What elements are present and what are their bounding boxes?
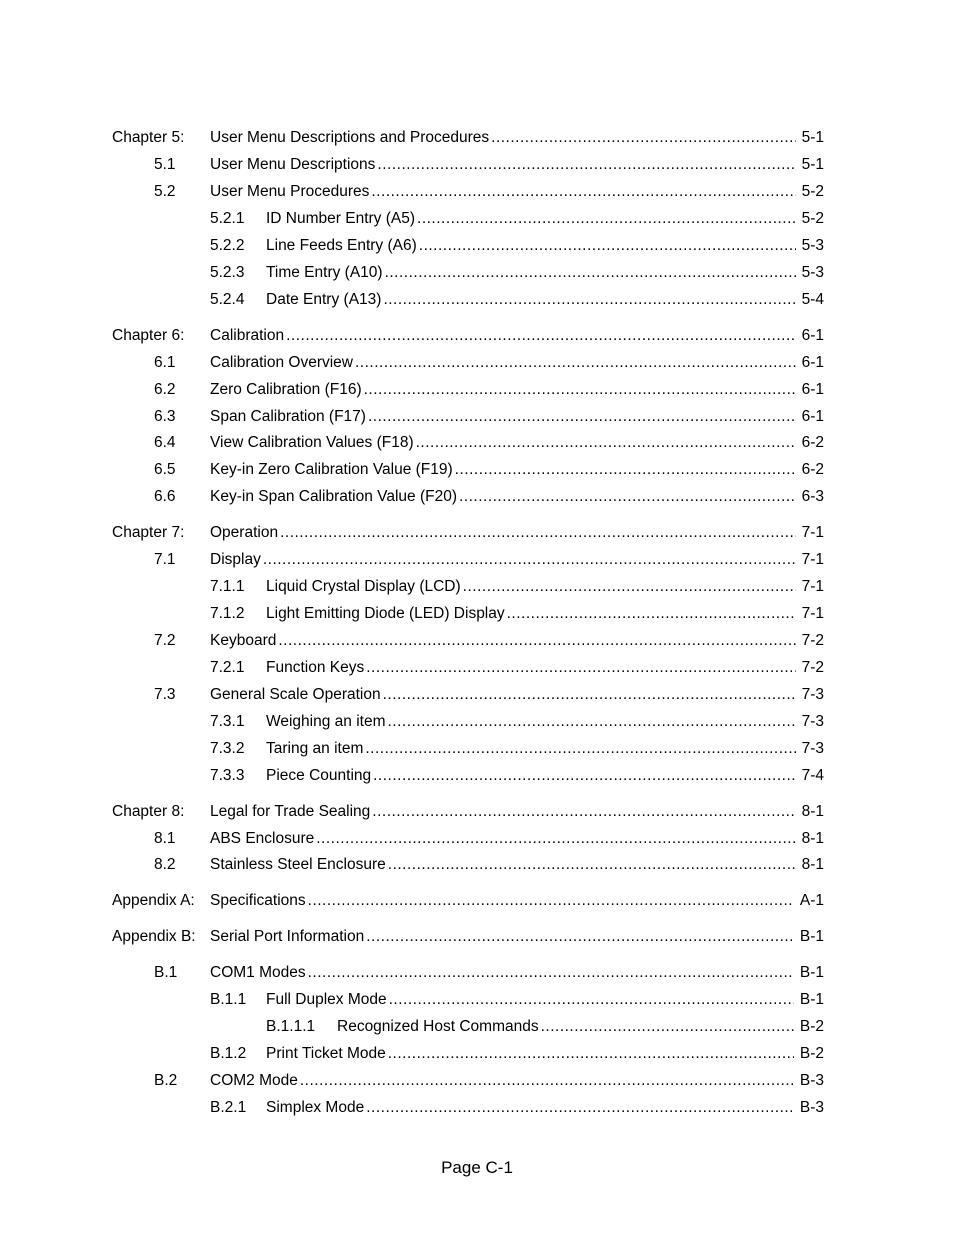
dot-leader <box>461 577 796 597</box>
toc-entry-page: 5-4 <box>801 291 824 308</box>
toc-entry-title: Function Keys <box>266 659 365 676</box>
toc-entry-page: 6-1 <box>801 354 824 371</box>
toc-entry-title: Simplex Mode <box>266 1099 365 1116</box>
dot-leader <box>276 631 795 651</box>
toc-entry-page: 7-3 <box>801 686 824 703</box>
toc-entry-number: B.2 <box>154 1072 178 1089</box>
toc-entry-page: B-3 <box>799 1099 824 1116</box>
toc-entry-title: Zero Calibration (F16) <box>210 381 362 398</box>
toc-entry[interactable] <box>210 182 824 202</box>
dot-leader <box>362 380 796 400</box>
toc-entry-title: Stainless Steel Enclosure <box>210 856 386 873</box>
toc-entry[interactable] <box>210 685 824 705</box>
dot-leader <box>364 658 795 678</box>
toc-entry-number: Appendix B: <box>112 928 196 945</box>
toc-entry-number: 6.6 <box>154 488 176 505</box>
toc-entry-number: 5.2 <box>154 183 176 200</box>
toc-entry-number: 5.1 <box>154 156 176 173</box>
toc-entry-page: B-1 <box>799 928 824 945</box>
dot-leader <box>489 128 795 148</box>
toc-entry[interactable] <box>210 460 824 480</box>
toc-entry-title: General Scale Operation <box>210 686 381 703</box>
toc-entry-title: Weighing an item <box>266 713 386 730</box>
toc-entry-title: Operation <box>210 524 279 541</box>
dot-leader <box>371 766 795 786</box>
toc-entry[interactable] <box>210 128 824 148</box>
toc-entry-page: 5-3 <box>801 237 824 254</box>
dot-leader <box>363 739 795 759</box>
toc-entry-number: 6.3 <box>154 408 176 425</box>
toc-entry[interactable] <box>210 433 824 453</box>
toc-entry-number: Chapter 6: <box>112 327 185 344</box>
dot-leader <box>314 829 795 849</box>
dot-leader <box>457 487 796 507</box>
toc-entry[interactable] <box>210 155 824 175</box>
toc-entry[interactable] <box>266 236 824 256</box>
dot-leader <box>353 353 796 373</box>
toc-entry-number: 5.2.4 <box>210 291 245 308</box>
dot-leader <box>415 209 796 229</box>
toc-entry[interactable] <box>210 802 824 822</box>
toc-entry-page: 8-1 <box>801 856 824 873</box>
toc-entry-number: B.1.1.1 <box>266 1018 316 1035</box>
dot-leader <box>381 290 795 310</box>
toc-entry-page: 7-1 <box>801 605 824 622</box>
toc-entry-title: Taring an item <box>266 740 364 757</box>
toc-entry-number: 7.3.1 <box>210 713 245 730</box>
dot-leader <box>364 1098 794 1118</box>
toc-entry-number: 7.1.2 <box>210 605 245 622</box>
toc-entry-title: Recognized Host Commands <box>337 1018 539 1035</box>
dot-leader <box>298 1071 794 1091</box>
toc-entry[interactable] <box>266 209 824 229</box>
toc-entry-page: B-3 <box>799 1072 824 1089</box>
toc-entry-number: Chapter 8: <box>112 803 185 820</box>
toc-entry[interactable] <box>210 927 824 947</box>
toc-entry[interactable] <box>266 263 824 283</box>
toc-entry-title: Calibration <box>210 327 285 344</box>
toc-entry-title: Full Duplex Mode <box>266 991 387 1008</box>
toc-entry-page: B-2 <box>799 1045 824 1062</box>
toc-entry-page: 5-3 <box>801 264 824 281</box>
toc-entry-title: Calibration Overview <box>210 354 353 371</box>
toc-entry-number: 7.3 <box>154 686 176 703</box>
toc-entry-page: 6-2 <box>801 461 824 478</box>
toc-entry[interactable] <box>210 523 824 543</box>
dot-leader <box>453 460 796 480</box>
dot-leader <box>417 236 796 256</box>
dot-leader <box>414 433 796 453</box>
toc-entry[interactable] <box>210 407 824 427</box>
toc-entry-number: 5.2.2 <box>210 237 245 254</box>
toc-entry-number: B.1 <box>154 964 178 981</box>
toc-entry-page: B-1 <box>799 964 824 981</box>
toc-entry-number: Chapter 5: <box>112 129 185 146</box>
toc-entry-page: 6-1 <box>801 408 824 425</box>
dot-leader <box>261 550 796 570</box>
toc-entry-title: Display <box>210 551 261 568</box>
toc-entry-number: 8.1 <box>154 830 176 847</box>
toc-entry-number: 6.2 <box>154 381 176 398</box>
toc-entry[interactable] <box>210 891 824 911</box>
toc-entry-page: 6-1 <box>801 381 824 398</box>
toc-entry-number: B.1.1 <box>210 991 247 1008</box>
toc-entry-number: 6.5 <box>154 461 176 478</box>
toc-entry-title: Liquid Crystal Display (LCD) <box>266 578 461 595</box>
dot-leader <box>385 712 795 732</box>
toc-entry-title: Serial Port Information <box>210 928 365 945</box>
toc-entry-page: 7-2 <box>801 659 824 676</box>
toc-entry-number: 6.1 <box>154 354 176 371</box>
toc-entry-page: A-1 <box>799 892 824 909</box>
toc-entry[interactable] <box>210 550 824 570</box>
dot-leader <box>366 407 796 427</box>
dot-leader <box>386 855 796 875</box>
toc-entry-page: B-1 <box>799 991 824 1008</box>
toc-entry[interactable] <box>266 1098 824 1118</box>
toc-entry[interactable] <box>210 353 824 373</box>
dot-leader <box>364 927 794 947</box>
toc-entry-title: Key-in Zero Calibration Value (F19) <box>210 461 453 478</box>
toc-entry-number: 5.2.3 <box>210 264 245 281</box>
toc-entry-title: Time Entry (A10) <box>266 264 383 281</box>
toc-entry-title: Print Ticket Mode <box>266 1045 386 1062</box>
dot-leader <box>369 182 795 202</box>
dot-leader <box>370 802 795 822</box>
toc-entry[interactable] <box>266 1044 824 1064</box>
toc-entry-title: View Calibration Values (F18) <box>210 434 414 451</box>
toc-entry-page: 5-2 <box>801 183 824 200</box>
toc-entry-page: 6-2 <box>801 434 824 451</box>
toc-entry-page: 5-2 <box>801 210 824 227</box>
toc-entry-page: 5-1 <box>801 156 824 173</box>
toc-entry-number: 7.2.1 <box>210 659 245 676</box>
toc-entry-number: Appendix A: <box>112 892 195 909</box>
dot-leader <box>284 326 795 346</box>
toc-entry-title: COM1 Modes <box>210 964 306 981</box>
dot-leader <box>306 891 794 911</box>
toc-entry-title: Keyboard <box>210 632 277 649</box>
page-number: Page C-1 <box>441 1158 513 1177</box>
toc-entry[interactable] <box>266 766 824 786</box>
toc-entry-page: 7-2 <box>801 632 824 649</box>
toc-entry-title: Legal for Trade Sealing <box>210 803 371 820</box>
toc-entry-page: 8-1 <box>801 830 824 847</box>
toc-entry-number: 8.2 <box>154 856 176 873</box>
toc-entry[interactable] <box>266 712 824 732</box>
toc-entry-number: 7.1.1 <box>210 578 245 595</box>
toc-entry[interactable] <box>210 1071 824 1091</box>
toc-entry-number: 7.2 <box>154 632 176 649</box>
dot-leader <box>387 990 794 1010</box>
toc-entry[interactable] <box>210 487 824 507</box>
toc-entry-page: 7-1 <box>801 524 824 541</box>
toc-entry-title: Specifications <box>210 892 306 909</box>
toc-entry-page: 8-1 <box>801 803 824 820</box>
dot-leader <box>306 963 794 983</box>
toc-entry-page: B-2 <box>799 1018 824 1035</box>
toc-entry-title: Light Emitting Diode (LED) Display <box>266 605 505 622</box>
dot-leader <box>505 604 796 624</box>
toc-entry-title: Date Entry (A13) <box>266 291 382 308</box>
toc-entry-page: 7-3 <box>801 713 824 730</box>
dot-leader <box>381 685 796 705</box>
toc-entry[interactable] <box>266 290 824 310</box>
toc-entry-number: Chapter 7: <box>112 524 185 541</box>
toc-entry-number: 7.3.3 <box>210 767 245 784</box>
dot-leader <box>278 523 796 543</box>
toc-entry-page: 7-4 <box>801 767 824 784</box>
toc-entry[interactable] <box>210 829 824 849</box>
toc-entry-title: Piece Counting <box>266 767 372 784</box>
toc-entry-page: 5-1 <box>801 129 824 146</box>
toc-entry-title: User Menu Descriptions <box>210 156 376 173</box>
toc-entry[interactable] <box>337 1017 824 1037</box>
toc-entry-title: ID Number Entry (A5) <box>266 210 416 227</box>
toc-entry-title: User Menu Descriptions and Procedures <box>210 129 490 146</box>
toc-entry-page: 6-3 <box>801 488 824 505</box>
toc-entry-page: 7-1 <box>801 551 824 568</box>
toc-entry-number: B.2.1 <box>210 1099 247 1116</box>
toc-entry-title: ABS Enclosure <box>210 830 315 847</box>
toc-entry[interactable] <box>266 577 824 597</box>
toc-entry-number: 5.2.1 <box>210 210 245 227</box>
toc-entry-title: Span Calibration (F17) <box>210 408 366 425</box>
toc-entry-title: User Menu Procedures <box>210 183 370 200</box>
dot-leader <box>383 263 796 283</box>
dot-leader <box>539 1017 794 1037</box>
toc-entry-page: 6-1 <box>801 327 824 344</box>
toc-entry-number: 6.4 <box>154 434 176 451</box>
toc-entry-title: Line Feeds Entry (A6) <box>266 237 417 254</box>
dot-leader <box>386 1044 794 1064</box>
toc-entry-title: COM2 Mode <box>210 1072 298 1089</box>
toc-entry[interactable] <box>210 963 824 983</box>
toc-entry[interactable] <box>210 326 824 346</box>
toc-entry[interactable] <box>210 631 824 651</box>
toc-entry[interactable] <box>266 990 824 1010</box>
dot-leader <box>375 155 795 175</box>
toc-entry-title: Key-in Span Calibration Value (F20) <box>210 488 457 505</box>
toc-entry[interactable] <box>266 658 824 678</box>
toc-entry[interactable] <box>210 380 824 400</box>
toc-entry[interactable] <box>266 739 824 759</box>
toc-entry-number: 7.3.2 <box>210 740 245 757</box>
toc-entry-number: B.1.2 <box>210 1045 247 1062</box>
toc-entry[interactable] <box>210 855 824 875</box>
toc-entry-page: 7-1 <box>801 578 824 595</box>
toc-entry[interactable] <box>266 604 824 624</box>
toc-entry-page: 7-3 <box>801 740 824 757</box>
toc-entry-number: 7.1 <box>154 551 176 568</box>
